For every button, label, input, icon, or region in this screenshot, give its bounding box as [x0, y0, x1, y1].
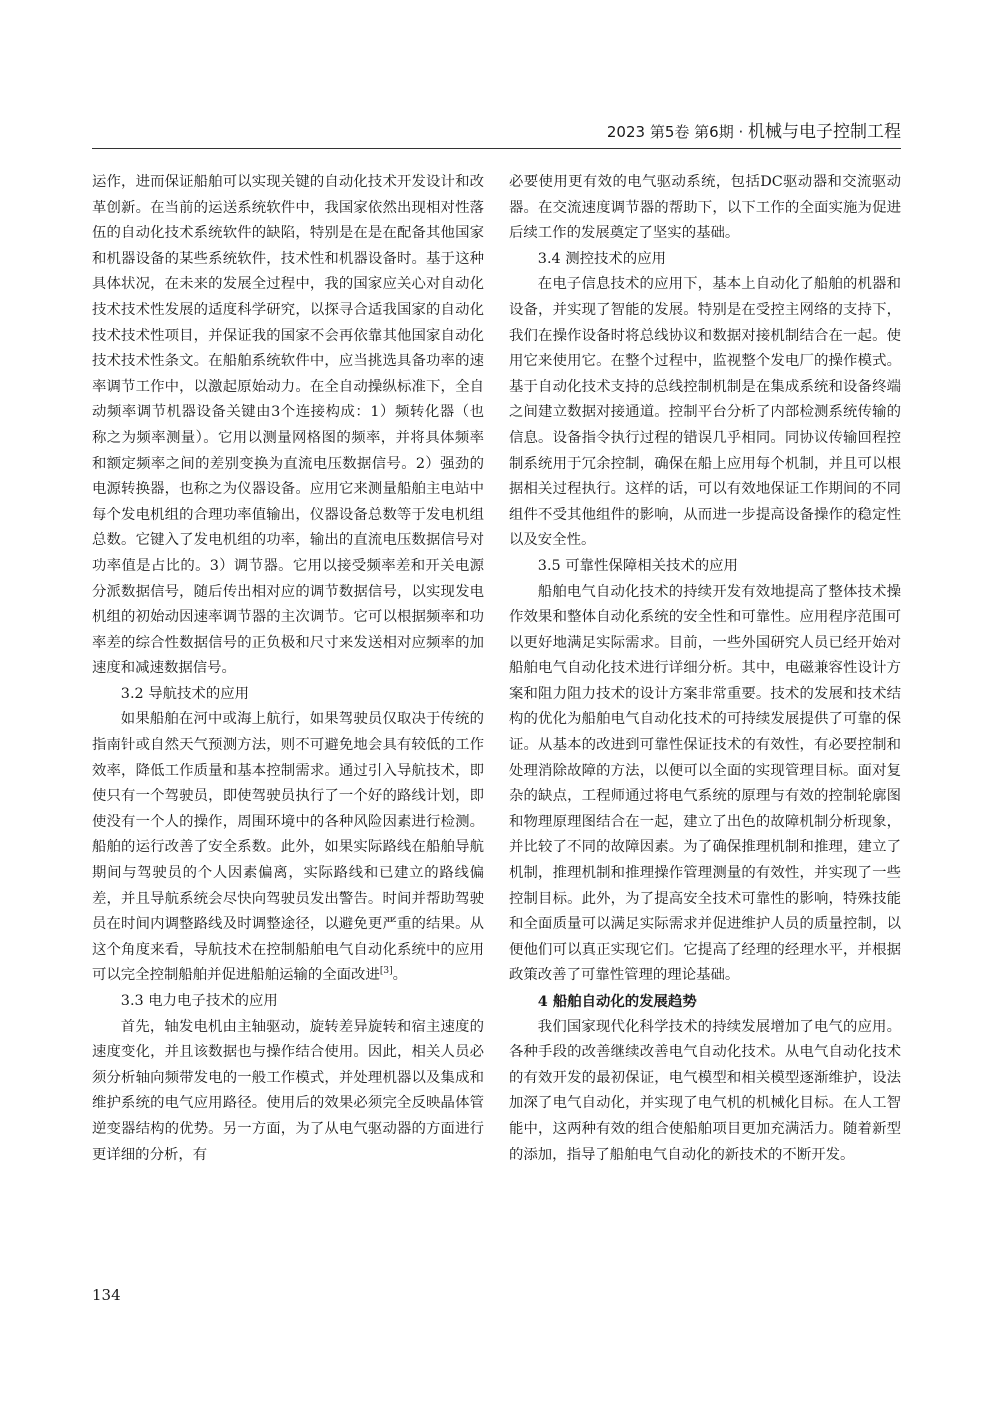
section-heading-3-5: 3.5 可靠性保障相关技术的应用: [537, 557, 738, 574]
paragraph: 船舶电气自动化技术的持续开发有效地提高了整体技术操作效果和整体自动化系统的安全性和可靠性。应用程序范围可以更好地满足实际需求。目前，一些外国研究人员已经开始对船舶电气自动化技术进行详细分析。其中，电磁兼容性设计方案和阻力阻力技术的设计方案非常重要。技术的发展和技术结构的优化为船舶电气自动化技术的可持续发展提供了可靠的保证。从基本的改进到可靠性保证技术的有效性，有必要控制和处理消除故障的方法，以便可以全面的实现管理目标。面对复杂的缺点，工程师通过将电气系统的原理与有效的控制轮廓图和物理原理图结合在一起，建立了出色的故障机制分析现象，并比较了不同的故障因素。为了确保推理机制和推理，建立了机制，推理机制和推理操作管理测量的有效性，并实现了一些控制目标。此外，为了提高安全技术可靠性的影响，特殊技能和全面质量可以满足实际需求并促进维护人员的质量控制，以便他们可以真正实现它们。它提高了经理的经理水平，并根据政策改善了可靠性管理的理论基础。: [509, 583, 901, 984]
paragraph-text: 如果船舶在河中或海上航行，如果驾驶员仅取决于传统的指南针或自然天气预测方法，则不可避免地会具有较低的工作效率，降低工作质量和基本控制需求。通过引入导航技术，即使只有一个驾驶员，即使驾驶员执行了一个好的路线计划，即使没有一个人的操作，周围环境中的各种风险因素进行检测。船舶的运行改善了安全系数。此外，如果实际路线在船舶导航期间与驾驶员的个人因素偏离，实际路线和已建立的路线偏差，并且导航系统会尽快向驾驶员发出警告。时间并帮助驾驶员在时间内调整路线及时调整途径，以避免更严重的结果。从这个角度来看，导航技术在控制船舶电气自动化系统中的应用可以完全控制船舶并促进船舶运输的全面改进: [92, 711, 484, 984]
paragraph-end: 。: [392, 967, 407, 984]
journal-title: 机械与电子控制工程: [748, 122, 901, 142]
header-rule: [92, 148, 901, 149]
paragraph: 运作，进而保证船舶可以实现关键的自动化技术开发设计和改革创新。在当前的运送系统软件中，我国家依然出现相对性落伍的自动化技术系统软件的缺陷，特别是在是在配备其他国家和机器设备的某些系统软件，技术性和机器设备时。基于这种具体状况，在未来的发展全过程中，我的国家应关心对自动化技术技术性发展的适度科学研究，以探寻合适我国家的自动化技术技术性项目，并保证我的国家不会再依靠其他国家自动化技术技术性条文。在船舶系统软件中，应当挑选具备功率的速率调节工作中，以激起原始动力。在全自动操纵标准下，全自动频率调节机器设备关键由3个连接构成：1）频转化器（也称之为频率测量）。它用以测量网格图的频率，并将具体频率和额定频率之间的差别变换为直流电压数据信号。2）强劲的电源转换器，也称之为仪器设备。应用它来测量船舶主电站中每个发电机组的合理功率值输出，仪器设备总数等于发电机组总数。它键入了发电机组的功率，输出的直流电压数据信号对功率值是占比的。3）调节器。它用以接受频率差和开关电源分派数据信号，随后传出相对应的调节数据信号，以实现发电机组的初始动因速率调节器的主次调节。它可以根据频率和功率差的综合性数据信号的正负极和尺寸来发送相对应频率的加速度和减速数据信号。: [92, 174, 484, 677]
section-heading-3-4: 3.4 测控技术的应用: [537, 250, 666, 267]
issue-info: 2023 第5卷 第6期 ·: [606, 123, 748, 141]
paragraph: 我们国家现代化科学技术的持续发展增加了电气的应用。各种手段的改善继续改善电气自动化技术。从电气自动化技术的有效开发的最初保证，电气模型和相关模型逐渐维护，设法加深了电气自动化，并实现了电气机的机械化目标。在人工智能中，这两种有效的组合使船舶项目更加充满活力。随着新型的添加，指导了船舶电气自动化的新技术的不断开发。: [509, 1018, 901, 1163]
paragraph: [92, 707, 484, 989]
paragraph: 在电子信息技术的应用下，基本上自动化了船舶的机器和设备，并实现了智能的发展。特别是在受控主网络的支持下，我们在操作设备时将总线协议和数据对接机制结合在一起。使用它来使用它。在整个过程中，监视整个发电厂的操作模式。基于自动化技术支持的总线控制机制是在集成系统和设备终端之间建立数据对接通道。控制平台分析了内部检测系统传输的信息。设备指令执行过程的错误几乎相同。同协议传输回程控制系统用于冗余控制，确保在船上应用每个机制，并且可以根据相关过程执行。这样的话，可以有效地保证工作期间的不同组件不受其他组件的影响，从而进一步提高设备操作的稳定性以及安全性。: [509, 276, 901, 549]
section-heading-4: 4 船舶自动化的发展趋势: [537, 993, 697, 1010]
citation: [3]: [379, 966, 393, 977]
right-column: [509, 170, 901, 1168]
section-heading-3-2: 3.2 导航技术的应用: [120, 685, 249, 702]
paragraph: 首先，轴发电机由主轴驱动，旋转差异旋转和宿主速度的速度变化，并且该数据也与操作结合使用。因此，相关人员必须分析轴向频带发电的一般工作模式，并处理机器以及集成和维护系统的电气应用路径。使用后的效果必须完全反映晶体管逆变器结构的优势。另一方面，为了从电气驱动器的方面进行更详细的分析，有: [92, 1018, 484, 1163]
page-number: 134: [92, 1286, 121, 1304]
running-header: [560, 122, 901, 142]
section-heading-3-3: 3.3 电力电子技术的应用: [120, 993, 278, 1009]
left-column: [92, 170, 484, 1168]
paragraph: 必要使用更有效的电气驱动系统，包括DC驱动器和交流驱动器。在交流速度调节器的帮助下，以下工作的全面实施为促进后续工作的发展奠定了坚实的基础。: [509, 174, 901, 242]
